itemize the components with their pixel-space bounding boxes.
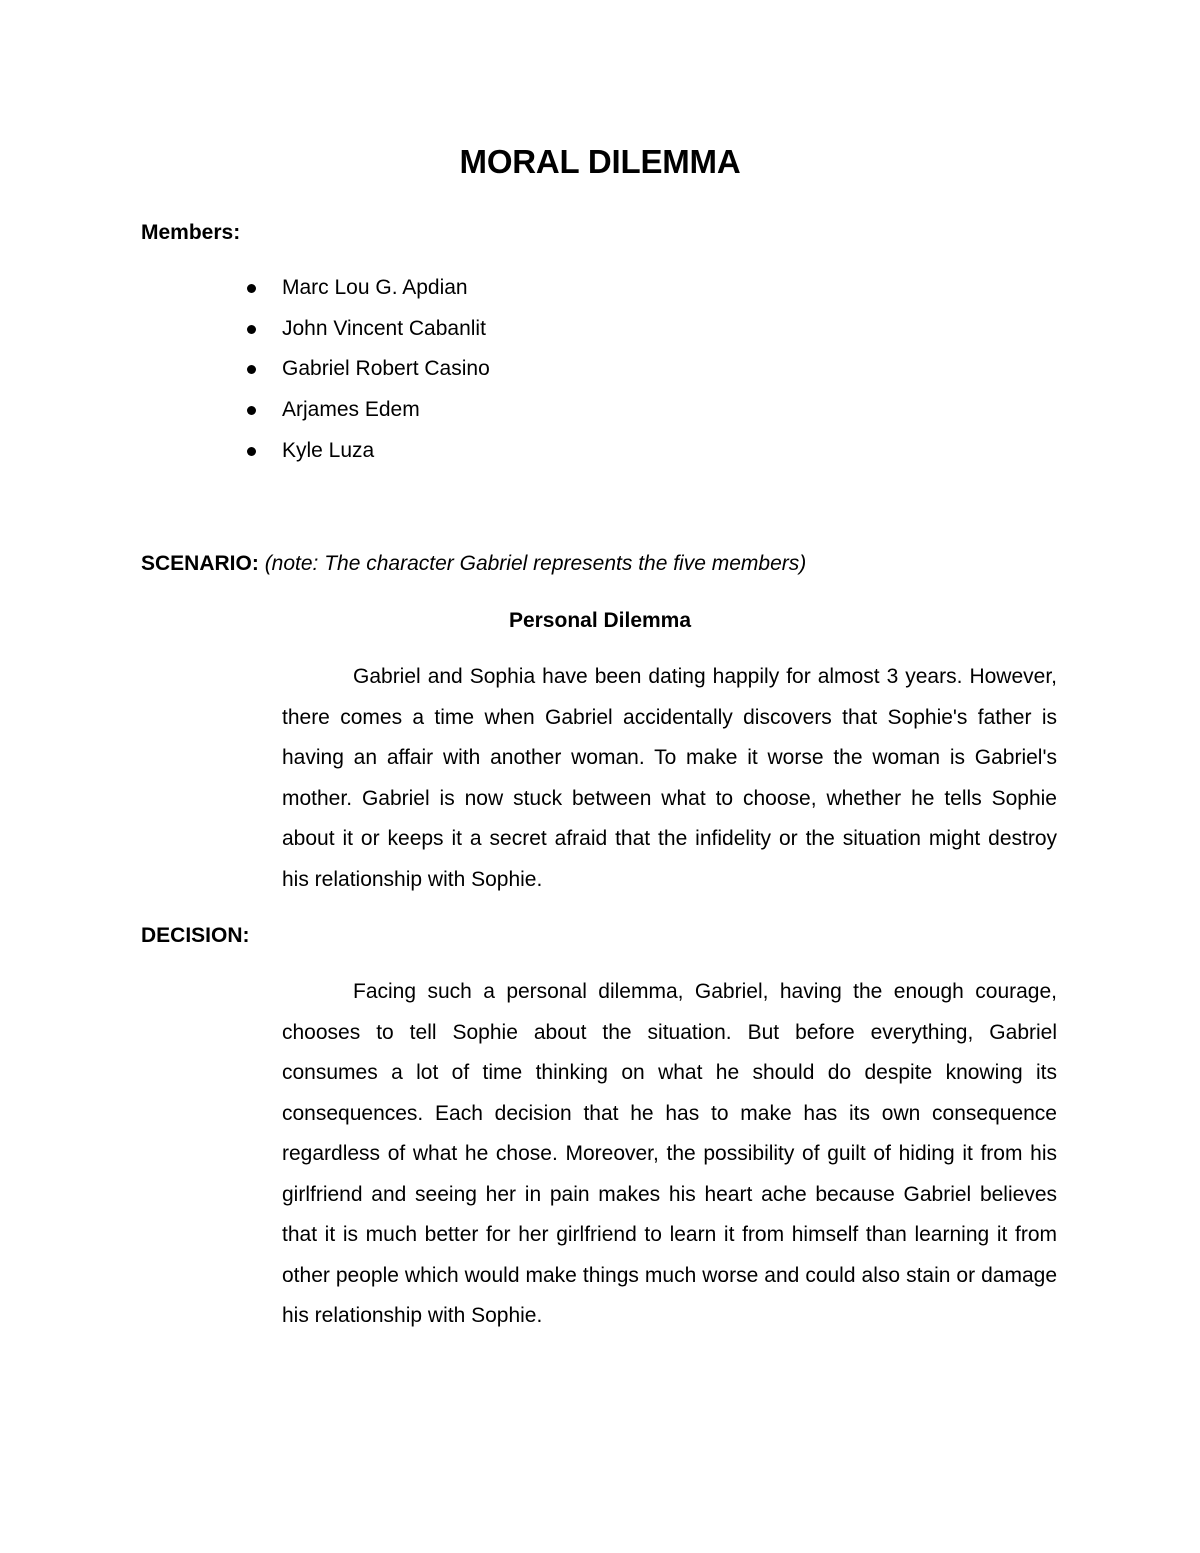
bullet-icon (247, 447, 256, 456)
list-item (244, 315, 490, 356)
scenario-line (141, 550, 806, 578)
bullet-icon (247, 284, 256, 293)
members-label: Members: (141, 221, 241, 244)
member-name: Arjames Edem (282, 398, 420, 422)
member-name: Kyle Luza (282, 438, 375, 462)
member-name: John Vincent Cabanlit (282, 316, 486, 340)
decision-label: DECISION: (141, 924, 250, 947)
bullet-icon (247, 365, 256, 374)
scenario-note: (note: The character Gabriel represents the five members) (264, 552, 807, 575)
list-item (244, 355, 490, 396)
bullet-icon (247, 406, 256, 415)
member-name: Gabriel Robert Casino (282, 357, 490, 381)
member-list (244, 274, 490, 477)
list-item (244, 396, 490, 437)
scenario-label: SCENARIO: (141, 552, 259, 575)
list-item (244, 274, 490, 315)
document-title: MORAL DILEMMA (459, 143, 741, 180)
member-name: Marc Lou G. Apdian (282, 276, 468, 299)
decision-paragraph: Facing such a personal dilemma, Gabriel, having the enough courage, chooses to tell Sophie about the situation. But before everything, Gabriel consumes a lot of time thinking on what he should do despite knowing its consequences. Each decision that he has to make has its own consequence regardless of what he chose. Moreover, the possibility of guilt of hiding it from his girlfriend and seeing her in pain makes his heart ache because Gabriel believes that it is much better for her girlfriend to learn it from himself than learning it from other people which would make things much worse and could also stain or damage his relationship with Sophie. (282, 980, 1057, 1327)
bullet-icon (247, 325, 256, 334)
list-item (244, 437, 490, 478)
scenario-paragraph: Gabriel and Sophia have been dating happily for almost 3 years. However, there comes a time when Gabriel accidentally discovers that Sophie's father is having an affair with another woman. To make it worse the woman is Gabriel's mother. Gabriel is now stuck between what to choose, whether he tells Sophie about it or keeps it a secret afraid that the infidelity or the situation might destroy his relationship with Sophie. (282, 665, 1057, 891)
section-heading: Personal Dilemma (508, 609, 692, 632)
